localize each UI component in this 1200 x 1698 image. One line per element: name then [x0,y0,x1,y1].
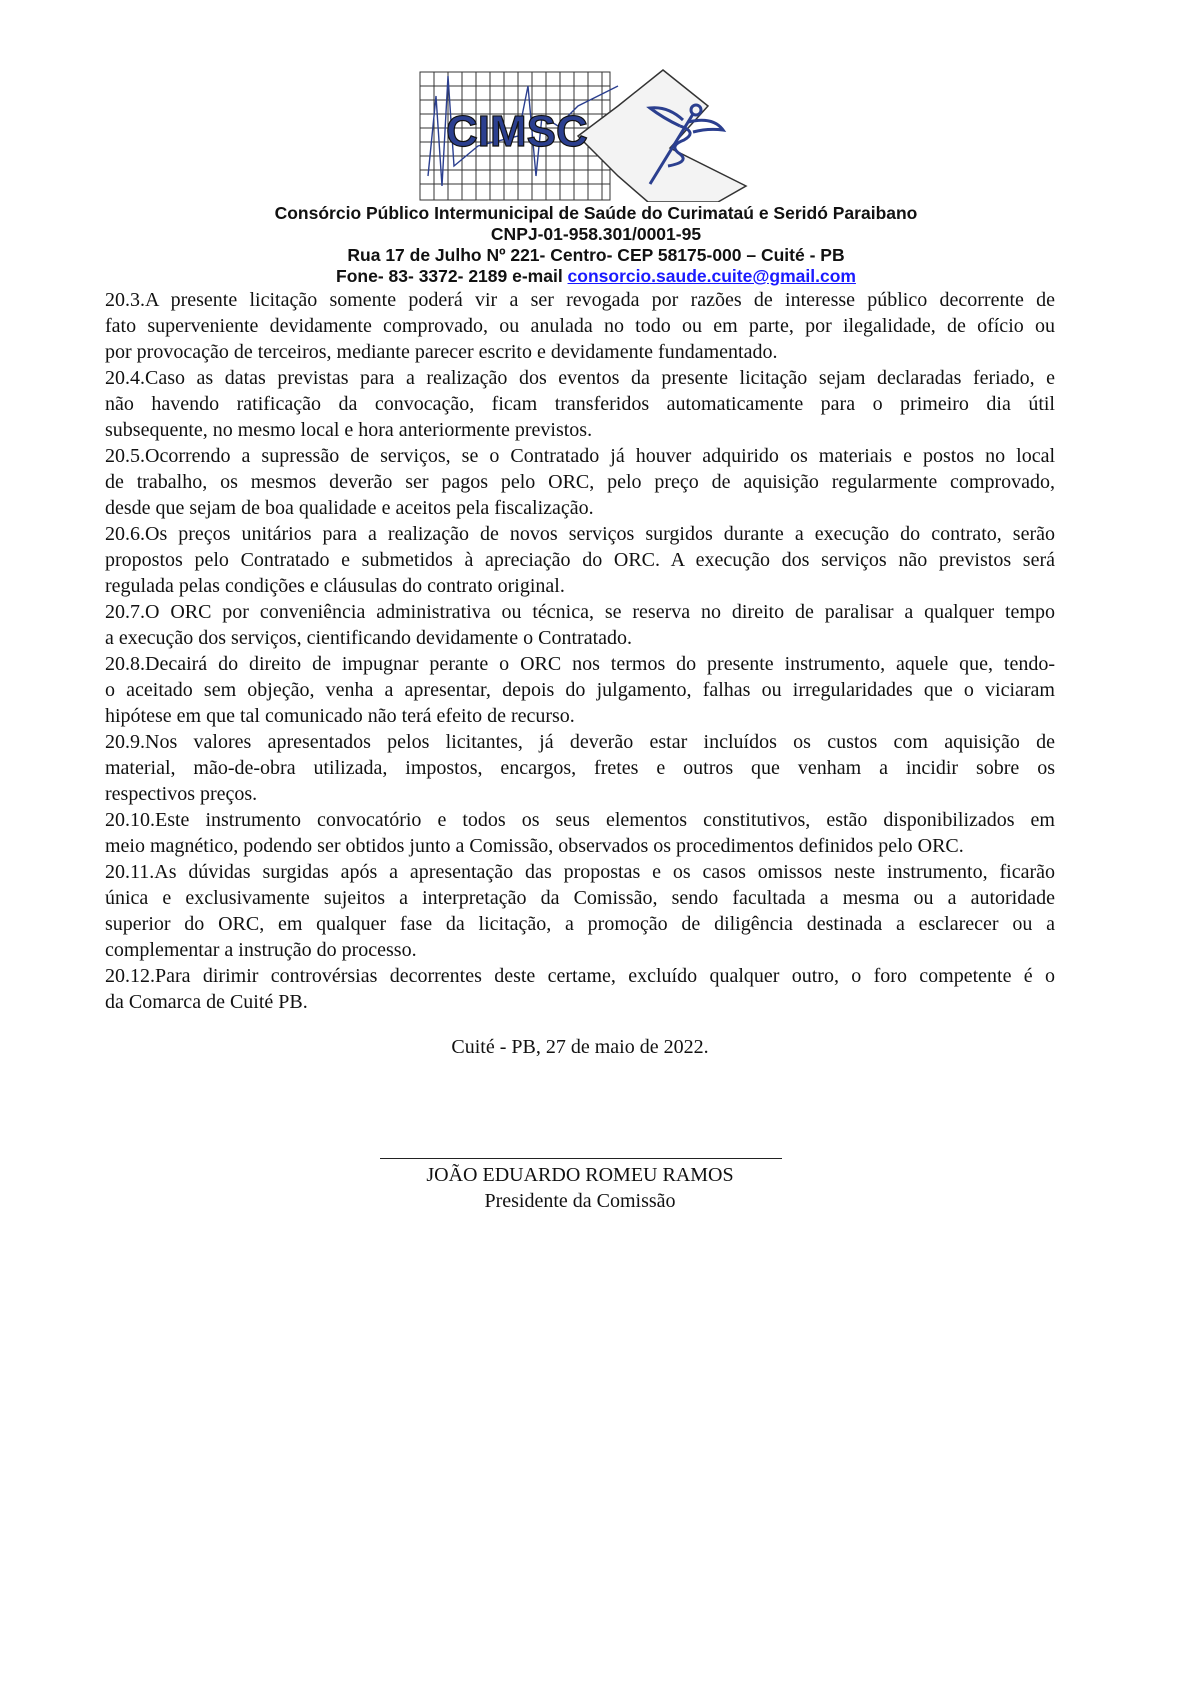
clause-line: 20.8.Decairá do direito de impugnar perante o ORC nos termos do presente instrumento, aquele que, tendo- [105,653,1055,675]
org-contact [0,266,1192,287]
clause-paragraph [105,443,1055,521]
clause-line: meio magnético, podendo ser obtidos junto a Comissão, observados os procedimentos definidos pelo ORC. [105,835,964,857]
org-name: Consórcio Público Intermunicipal de Saúde do Curimataú e Seridó Paraibano [274,203,918,223]
cimsc-logo [418,66,748,202]
clause-line: não havendo ratificação da convocação, ficam transferidos automaticamente para o primeiro dia útil [105,393,1055,415]
clause-line: o aceitado sem objeção, venha a apresentar, depois do julgamento, falhas ou irregularidades que o viciaram [105,679,1055,701]
clause-line: 20.7.O ORC por conveniência administrativa ou técnica, se reserva no direito de paralisar a qualquer tempo [105,601,1055,623]
clause-line: regulada pelas condições e cláusulas do contrato original. [105,575,565,597]
clause-line: 20.11.As dúvidas surgidas após a apresentação das propostas e os casos omissos neste instrumento, ficarão [105,861,1055,883]
clause-line: desde que sejam de boa qualidade e aceitos pela fiscalização. [105,497,594,519]
clause-line: fato superveniente devidamente comprovado, ou anulada no todo ou em parte, por ilegalidade, de ofício ou [105,315,1055,337]
date-line: Cuité - PB, 27 de maio de 2022. [451,1036,709,1058]
clause-line: 20.10.Este instrumento convocatório e todos os seus elementos constitutivos, estão disponibilizados em [105,809,1055,831]
org-cnpj: CNPJ-01-958.301/0001-95 [490,224,702,244]
clause-paragraph [105,963,1055,1015]
clause-paragraph [105,859,1055,963]
clause-line: 20.5.Ocorrendo a supressão de serviços, se o Contratado já houver adquirido os materiais e postos no local [105,445,1055,467]
org-address: Rua 17 de Julho Nº 221- Centro- CEP 58175-000 – Cuité - PB [347,245,845,265]
clause-paragraph [105,599,1055,651]
clause-line: respectivos preços. [105,783,258,805]
clause-line: 20.9.Nos valores apresentados pelos licitantes, já deverão estar incluídos os custos com aquisição de [105,731,1055,753]
org-phone: Fone- 83- 3372- 2189 e-mail [336,266,568,286]
clause-line: por provocação de terceiros, mediante parecer escrito e devidamente fundamentado. [105,341,778,363]
document-body [105,287,1055,1015]
clause-paragraph [105,729,1055,807]
clause-line: única e exclusivamente sujeitos a interpretação da Comissão, sendo facultada a mesma ou a autoridade [105,887,1055,909]
clause-line: da Comarca de Cuité PB. [105,991,308,1013]
clause-line: propostos pelo Contratado e submetidos à apreciação do ORC. A execução dos serviços não previstos será [105,549,1055,571]
email-link[interactable]: consorcio.saude.cuite@gmail.com [567,266,856,286]
svg-text:CIMSC: CIMSC [446,107,588,156]
clause-line: superior do ORC, em qualquer fase da licitação, a promoção de diligência destinada a esclarecer ou a [105,913,1055,935]
clause-line: 20.12.Para dirimir controvérsias decorrentes deste certame, excluído qualquer outro, o foro competente é o [105,965,1055,987]
clause-line: hipótese em que tal comunicado não terá efeito de recurso. [105,705,575,727]
clause-line: subsequente, no mesmo local e hora anteriormente previstos. [105,419,593,441]
clause-line: 20.4.Caso as datas previstas para a realização dos eventos da presente licitação sejam declaradas feriado, e [105,367,1055,389]
clause-paragraph [105,651,1055,729]
clause-paragraph [105,521,1055,599]
clause-line: 20.6.Os preços unitários para a realização de novos serviços surgidos durante a execução do contrato, serão [105,523,1055,545]
clause-paragraph [105,807,1055,859]
clause-paragraph [105,365,1055,443]
clause-line: a execução dos serviços, cientificando devidamente o Contratado. [105,627,633,649]
signature-line [380,1158,782,1159]
clause-line: de trabalho, os mesmos deverão ser pagos pelo ORC, pelo preço de aquisição regularmente comprovado, [105,471,1055,493]
clause-line: 20.3.A presente licitação somente poderá vir a ser revogada por razões de interesse público decorrente de [105,289,1055,311]
signer-name: JOÃO EDUARDO ROMEU RAMOS [426,1164,734,1186]
clause-line: complementar a instrução do processo. [105,939,417,961]
signer-title: Presidente da Comissão [484,1190,676,1212]
clause-line: material, mão-de-obra utilizada, impostos, encargos, fretes e outros que venham a incidir sobre os [105,757,1055,779]
clause-paragraph [105,287,1055,365]
